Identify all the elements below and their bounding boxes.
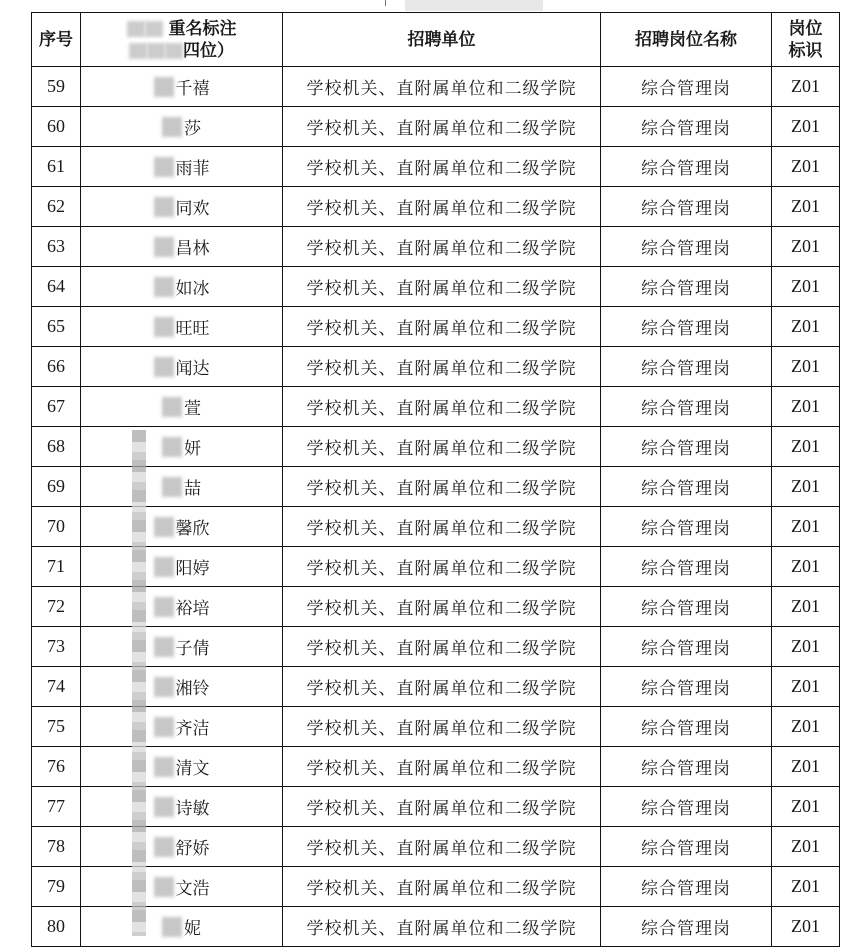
redacted-surname bbox=[154, 277, 174, 297]
unit-cell: 学校机关、直附属单位和二级学院 bbox=[283, 907, 601, 947]
post-code-cell: Z01 bbox=[772, 627, 840, 667]
post-cell: 综合管理岗 bbox=[601, 227, 772, 267]
name-text: 闻达 bbox=[175, 359, 210, 379]
serial-no-cell: 61 bbox=[32, 147, 81, 187]
table-row bbox=[32, 787, 840, 827]
name-text: 萱 bbox=[184, 399, 201, 419]
unit-cell: 学校机关、直附属单位和二级学院 bbox=[283, 787, 601, 827]
header-unit: 招聘单位 bbox=[283, 13, 601, 67]
post-code-cell: Z01 bbox=[772, 267, 840, 307]
table-row bbox=[32, 307, 840, 347]
post-code-cell: Z01 bbox=[772, 667, 840, 707]
redacted-surname bbox=[154, 877, 174, 897]
name-text: 喆 bbox=[184, 479, 201, 499]
redacted-surname bbox=[154, 717, 174, 737]
table-row bbox=[32, 827, 840, 867]
post-cell: 综合管理岗 bbox=[601, 747, 772, 787]
post-cell: 综合管理岗 bbox=[601, 427, 772, 467]
post-cell: 综合管理岗 bbox=[601, 307, 772, 347]
unit-cell: 学校机关、直附属单位和二级学院 bbox=[283, 547, 601, 587]
post-code-cell: Z01 bbox=[772, 147, 840, 187]
name-text: 馨欣 bbox=[175, 519, 210, 539]
table-row bbox=[32, 67, 840, 107]
serial-no-cell: 70 bbox=[32, 507, 81, 547]
post-cell: 综合管理岗 bbox=[601, 867, 772, 907]
redacted-block bbox=[127, 21, 145, 37]
redacted-surname bbox=[154, 757, 174, 777]
serial-no-cell: 73 bbox=[32, 627, 81, 667]
redacted-block bbox=[129, 43, 147, 59]
redacted-surname bbox=[162, 397, 182, 417]
redaction-mosaic bbox=[132, 430, 146, 936]
post-code-cell: Z01 bbox=[772, 907, 840, 947]
unit-cell: 学校机关、直附属单位和二级学院 bbox=[283, 507, 601, 547]
table-row bbox=[32, 747, 840, 787]
redacted-surname bbox=[154, 77, 174, 97]
unit-cell: 学校机关、直附属单位和二级学院 bbox=[283, 147, 601, 187]
name-cell bbox=[81, 587, 283, 627]
redacted-surname bbox=[154, 357, 174, 377]
name-cell bbox=[81, 267, 283, 307]
name-cell bbox=[81, 147, 283, 187]
post-code-cell: Z01 bbox=[772, 867, 840, 907]
post-cell: 综合管理岗 bbox=[601, 787, 772, 827]
name-text: 舒娇 bbox=[175, 839, 210, 859]
table-row bbox=[32, 427, 840, 467]
post-code-cell: Z01 bbox=[772, 507, 840, 547]
post-code-cell: Z01 bbox=[772, 467, 840, 507]
name-text: 妮 bbox=[184, 919, 201, 939]
table-row bbox=[32, 147, 840, 187]
redacted-surname bbox=[154, 637, 174, 657]
name-cell bbox=[81, 107, 283, 147]
name-text: 千禧 bbox=[175, 79, 210, 99]
name-text: 文浩 bbox=[175, 879, 210, 899]
name-cell bbox=[81, 387, 283, 427]
name-text: 阳婷 bbox=[175, 559, 210, 579]
unit-cell: 学校机关、直附属单位和二级学院 bbox=[283, 747, 601, 787]
post-cell: 综合管理岗 bbox=[601, 267, 772, 307]
serial-no-cell: 69 bbox=[32, 467, 81, 507]
table-row bbox=[32, 187, 840, 227]
post-code-cell: Z01 bbox=[772, 707, 840, 747]
serial-no-cell: 62 bbox=[32, 187, 81, 227]
name-text: 清文 bbox=[175, 759, 210, 779]
post-code-cell: Z01 bbox=[772, 187, 840, 227]
post-code-cell: Z01 bbox=[772, 427, 840, 467]
post-code-cell: Z01 bbox=[772, 67, 840, 107]
unit-cell: 学校机关、直附属单位和二级学院 bbox=[283, 667, 601, 707]
serial-no-cell: 72 bbox=[32, 587, 81, 627]
table-row bbox=[32, 507, 840, 547]
table-row bbox=[32, 587, 840, 627]
name-cell bbox=[81, 227, 283, 267]
serial-no-cell: 66 bbox=[32, 347, 81, 387]
table-row bbox=[32, 547, 840, 587]
redacted-surname bbox=[154, 237, 174, 257]
unit-cell: 学校机关、直附属单位和二级学院 bbox=[283, 387, 601, 427]
post-cell: 综合管理岗 bbox=[601, 827, 772, 867]
viewer-top-strip bbox=[0, 0, 858, 12]
unit-cell: 学校机关、直附属单位和二级学院 bbox=[283, 347, 601, 387]
unit-cell: 学校机关、直附属单位和二级学院 bbox=[283, 467, 601, 507]
redacted-surname bbox=[162, 477, 182, 497]
name-cell bbox=[81, 67, 283, 107]
redacted-block bbox=[145, 21, 163, 37]
serial-no-cell: 60 bbox=[32, 107, 81, 147]
post-cell: 综合管理岗 bbox=[601, 547, 772, 587]
name-cell bbox=[81, 867, 283, 907]
post-cell: 综合管理岗 bbox=[601, 667, 772, 707]
post-cell: 综合管理岗 bbox=[601, 147, 772, 187]
ruler-tick bbox=[385, 0, 386, 6]
name-cell bbox=[81, 347, 283, 387]
toolbar-field[interactable] bbox=[405, 0, 543, 11]
name-cell bbox=[81, 627, 283, 667]
unit-cell: 学校机关、直附属单位和二级学院 bbox=[283, 187, 601, 227]
header-serial-no: 序号 bbox=[32, 13, 81, 67]
redacted-surname bbox=[154, 557, 174, 577]
post-code-cell: Z01 bbox=[772, 387, 840, 427]
table-body bbox=[32, 67, 840, 947]
post-cell: 综合管理岗 bbox=[601, 467, 772, 507]
post-code-cell: Z01 bbox=[772, 787, 840, 827]
name-cell bbox=[81, 707, 283, 747]
name-text: 湘铃 bbox=[175, 679, 210, 699]
post-cell: 综合管理岗 bbox=[601, 67, 772, 107]
post-cell: 综合管理岗 bbox=[601, 107, 772, 147]
unit-cell: 学校机关、直附属单位和二级学院 bbox=[283, 867, 601, 907]
table-row bbox=[32, 667, 840, 707]
unit-cell: 学校机关、直附属单位和二级学院 bbox=[283, 707, 601, 747]
redacted-surname bbox=[154, 597, 174, 617]
name-text: 旺旺 bbox=[175, 319, 210, 339]
name-cell bbox=[81, 187, 283, 227]
header-post: 招聘岗位名称 bbox=[601, 13, 772, 67]
table-row bbox=[32, 467, 840, 507]
table-row bbox=[32, 347, 840, 387]
redacted-surname bbox=[162, 437, 182, 457]
serial-no-cell: 67 bbox=[32, 387, 81, 427]
redacted-surname bbox=[154, 317, 174, 337]
header-post-code: 岗位 标识 bbox=[772, 13, 840, 67]
unit-cell: 学校机关、直附属单位和二级学院 bbox=[283, 307, 601, 347]
serial-no-cell: 71 bbox=[32, 547, 81, 587]
serial-no-cell: 74 bbox=[32, 667, 81, 707]
unit-cell: 学校机关、直附属单位和二级学院 bbox=[283, 267, 601, 307]
serial-no-cell: 79 bbox=[32, 867, 81, 907]
name-text: 子倩 bbox=[175, 639, 210, 659]
name-text: 雨菲 bbox=[175, 159, 210, 179]
table-row bbox=[32, 907, 840, 947]
table-header-row bbox=[32, 13, 840, 67]
name-text: 妍 bbox=[184, 439, 201, 459]
table-row bbox=[32, 867, 840, 907]
redacted-surname bbox=[162, 117, 182, 137]
serial-no-cell: 68 bbox=[32, 427, 81, 467]
table-row bbox=[32, 707, 840, 747]
redacted-surname bbox=[154, 837, 174, 857]
name-cell bbox=[81, 507, 283, 547]
post-cell: 综合管理岗 bbox=[601, 187, 772, 227]
post-cell: 综合管理岗 bbox=[601, 347, 772, 387]
table-row bbox=[32, 387, 840, 427]
post-cell: 综合管理岗 bbox=[601, 627, 772, 667]
post-code-cell: Z01 bbox=[772, 827, 840, 867]
name-cell bbox=[81, 827, 283, 867]
name-text: 如冰 bbox=[175, 279, 210, 299]
recruitment-table bbox=[31, 12, 840, 947]
redacted-block bbox=[165, 43, 183, 59]
name-text: 裕培 bbox=[175, 599, 210, 619]
serial-no-cell: 76 bbox=[32, 747, 81, 787]
post-code-cell: Z01 bbox=[772, 747, 840, 787]
post-cell: 综合管理岗 bbox=[601, 587, 772, 627]
unit-cell: 学校机关、直附属单位和二级学院 bbox=[283, 827, 601, 867]
name-cell bbox=[81, 787, 283, 827]
serial-no-cell: 65 bbox=[32, 307, 81, 347]
serial-no-cell: 59 bbox=[32, 67, 81, 107]
name-text: 同欢 bbox=[175, 199, 210, 219]
unit-cell: 学校机关、直附属单位和二级学院 bbox=[283, 427, 601, 467]
redacted-surname bbox=[154, 517, 174, 537]
name-text: 诗敏 bbox=[175, 799, 210, 819]
post-code-cell: Z01 bbox=[772, 587, 840, 627]
name-cell bbox=[81, 667, 283, 707]
table-row bbox=[32, 627, 840, 667]
post-code-cell: Z01 bbox=[772, 107, 840, 147]
redacted-surname bbox=[154, 157, 174, 177]
name-cell bbox=[81, 547, 283, 587]
redacted-surname bbox=[162, 917, 182, 937]
post-code-cell: Z01 bbox=[772, 547, 840, 587]
table-row bbox=[32, 227, 840, 267]
name-cell bbox=[81, 747, 283, 787]
document-page bbox=[31, 12, 839, 947]
unit-cell: 学校机关、直附属单位和二级学院 bbox=[283, 627, 601, 667]
unit-cell: 学校机关、直附属单位和二级学院 bbox=[283, 107, 601, 147]
post-cell: 综合管理岗 bbox=[601, 907, 772, 947]
table-row bbox=[32, 107, 840, 147]
serial-no-cell: 64 bbox=[32, 267, 81, 307]
name-text: 昌林 bbox=[175, 239, 210, 259]
post-cell: 综合管理岗 bbox=[601, 707, 772, 747]
redacted-block bbox=[147, 43, 165, 59]
name-text: 齐洁 bbox=[175, 719, 210, 739]
unit-cell: 学校机关、直附属单位和二级学院 bbox=[283, 227, 601, 267]
name-cell bbox=[81, 427, 283, 467]
unit-cell: 学校机关、直附属单位和二级学院 bbox=[283, 587, 601, 627]
post-code-cell: Z01 bbox=[772, 347, 840, 387]
redacted-surname bbox=[154, 677, 174, 697]
serial-no-cell: 78 bbox=[32, 827, 81, 867]
serial-no-cell: 63 bbox=[32, 227, 81, 267]
name-cell bbox=[81, 907, 283, 947]
name-cell bbox=[81, 467, 283, 507]
post-cell: 综合管理岗 bbox=[601, 507, 772, 547]
post-cell: 综合管理岗 bbox=[601, 387, 772, 427]
post-code-cell: Z01 bbox=[772, 227, 840, 267]
post-code-cell: Z01 bbox=[772, 307, 840, 347]
table-row bbox=[32, 267, 840, 307]
serial-no-cell: 77 bbox=[32, 787, 81, 827]
header-name: 重名标注 四位） bbox=[81, 13, 283, 67]
serial-no-cell: 75 bbox=[32, 707, 81, 747]
redacted-surname bbox=[154, 797, 174, 817]
name-text: 莎 bbox=[184, 119, 201, 139]
unit-cell: 学校机关、直附属单位和二级学院 bbox=[283, 67, 601, 107]
serial-no-cell: 80 bbox=[32, 907, 81, 947]
name-cell bbox=[81, 307, 283, 347]
redacted-surname bbox=[154, 197, 174, 217]
